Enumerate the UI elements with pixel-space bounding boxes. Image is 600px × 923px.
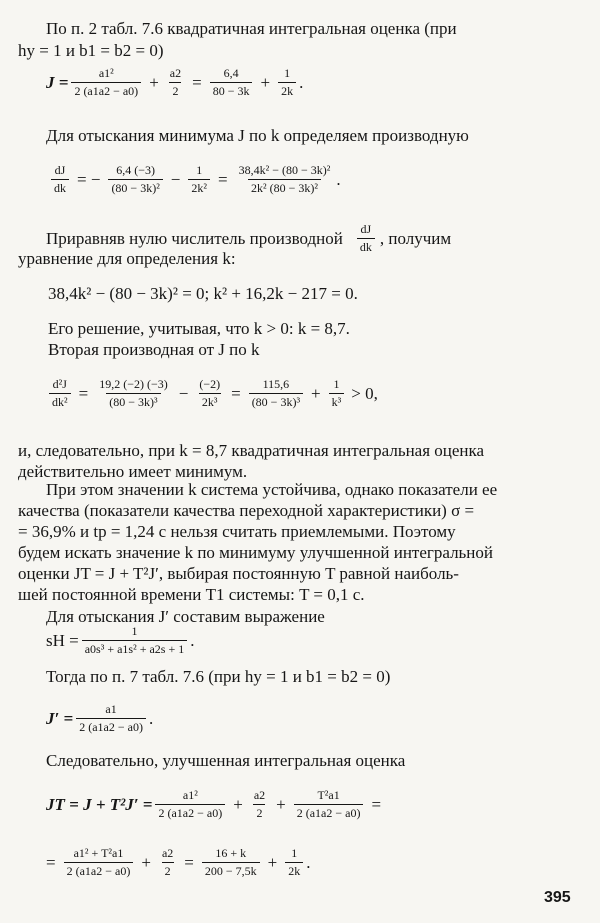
paragraph-expression: Для отыскания J′ составим выражение <box>46 607 325 626</box>
eq4-frac3: $\frac{(-2)}{\text{2k³}}$ <box>199 377 221 409</box>
paragraph-conclusion-line2: действительно имеет минимум. <box>18 462 248 481</box>
paragraph-solution: Его решение, учитывая, что k > 0: k = 8,7. <box>48 319 350 338</box>
paragraph-quality-line4: будем искать значение k по минимуму улучшенной интегральной <box>18 543 494 562</box>
eq4-frac5: $\frac{1}{\text{k³}}$ <box>329 377 345 410</box>
paragraph-quality-line2: качества (показатели качества переходной характеристики) σ = <box>18 501 475 520</box>
paragraph-quality-line1: При этом значении k система устойчива, однако показатели ее <box>46 480 498 499</box>
eq2-frac4: $\frac{\text{38,4k² − (80 − 3k)²}}{\text{2k² (80 − 3k)²}}$ <box>238 163 331 195</box>
p3-frac: $\frac{dJ}{dk}$ <box>357 222 375 255</box>
eq7-frac2: $\frac{a2}{2}$ <box>253 788 266 820</box>
paragraph-conclusion-line1: и, следовательно, при k = 8,7 квадратичная интегральная оценка <box>18 441 485 460</box>
paragraph-quality-line3: = 36,9% и tр = 1,24 с нельзя считать приемлемыми. Поэтому <box>18 522 456 541</box>
eq2-frac3: $\frac{1}{\text{2k²}}$ <box>188 163 210 196</box>
eq4-frac1: $\frac{\text{d²J}}{\text{dk²}}$ <box>49 377 71 410</box>
eq1-frac2: $\frac{a2}{2}$ <box>169 66 182 98</box>
eq2-frac1: $\frac{dJ}{dk}$ <box>51 163 69 196</box>
equation-derivative: $\frac{dJ}{dk}$ = − $\frac{6,4 (-3)}{\text{(80 − 3k)²}}$ − $\frac{1}{\text{2k²}}$ = $\frac{\text{38,4k² − (80 − 3k)²}}{\text{2k² (80 − 3k)²}}$ . <box>48 163 341 196</box>
equation-sH: sH = $\frac{1}{\text{a0s³ + a1s² + a2s + 1}}$ . <box>46 624 195 656</box>
paragraph-quality-line5: оценки JT = J + T²J′, выбирая постоянную T равной наиболь- <box>18 564 459 583</box>
eq8-frac3: $\frac{16 + k}{200 - 7,5k}$ <box>202 846 260 879</box>
paragraph-intro-line1: По п. 2 табл. 7.6 квадратичная интегральная оценка (при <box>46 19 457 38</box>
eq2-frac2: $\frac{6,4 (-3)}{\text{(80 − 3k)²}}$ <box>108 163 162 196</box>
paragraph-numerator-line2: уравнение для определения k: <box>18 249 236 268</box>
eq7-frac1: $\frac{\text{a1²}}{2 (a1a2 - a0)}$ <box>155 788 225 821</box>
paragraph-table-ref: Тогда по п. 7 табл. 7.6 (при hу = 1 и b1 = b2 = 0) <box>46 667 391 686</box>
equation-Jprime: J′ = $\frac{a1}{2 (a1a2 - a0)}$ . <box>46 702 154 734</box>
eq6-frac: $\frac{a1}{2 (a1a2 - a0)}$ <box>76 702 146 735</box>
eq8-frac2: $\frac{a2}{2}$ <box>161 846 174 878</box>
equation-JT: JT = J + T²J′ = $\frac{\text{a1²}}{2 (a1a2 - a0)}$ + $\frac{a2}{2}$ + $\frac{\text{T²a1}}{2 (a1a2 - a0)}$ = <box>46 788 382 820</box>
paragraph-intro-line2: hу = 1 и b1 = b2 = 0) <box>18 41 164 60</box>
equation-quadratic: 38,4k² − (80 − 3k)² = 0; k² + 16,2k − 217 = 0. <box>48 284 358 303</box>
eq7-frac3: $\frac{\text{T²a1}}{2 (a1a2 - a0)}$ <box>294 788 364 821</box>
eq1-frac1: $\frac{\text{a1²}}{2 (a1a2 - a0)}$ <box>71 66 141 99</box>
page-number: 395 <box>544 889 571 906</box>
equation-second-derivative: $\frac{\text{d²J}}{\text{dk²}}$ = $\frac{19,2 (-2) (-3)}{\text{(80 − 3k)³}}$ − $\frac{(-2)}{\text{2k³}}$ = $\frac{115,6}{\text{(80 − 3k)³}}$ + $\frac{1}{\text{k³}}$ > 0, <box>46 377 378 410</box>
paragraph-second-derivative: Вторая производная от J по k <box>48 340 260 359</box>
equation-JT-final: = $\frac{\text{a1² + T²a1}}{2 (a1a2 - a0)}$ + $\frac{a2}{2}$ = $\frac{16 + k}{200 - 7,5k}$ + $\frac{1}{2k}$ . <box>46 846 311 878</box>
paragraph-improved: Следовательно, улучшенная интегральная оценка <box>46 751 406 770</box>
eq1-frac4: $\frac{1}{2k}$ <box>278 66 296 99</box>
eq4-frac2: $\frac{19,2 (-2) (-3)}{\text{(80 − 3k)³}}$ <box>99 377 168 409</box>
paragraph-minimum: Для отыскания минимума J по k определяем производную <box>46 126 469 145</box>
eq1-frac3: $\frac{6,4}{80 - 3k}$ <box>210 66 253 99</box>
eq4-frac4: $\frac{115,6}{\text{(80 − 3k)³}}$ <box>249 377 303 410</box>
eq8-frac4: $\frac{1}{2k}$ <box>285 846 303 879</box>
eq5-frac: $\frac{1}{\text{a0s³ + a1s² + a2s + 1}}$ <box>82 624 188 657</box>
equation-J: J = $\frac{\text{a1²}}{2 (a1a2 - a0)}$ + $\frac{a2}{2}$ = $\frac{6,4}{80 - 3k}$ + $\frac{1}{2k}$ . <box>46 66 304 98</box>
eq8-frac1: $\frac{\text{a1² + T²a1}}{2 (a1a2 - a0)}$ <box>64 846 134 879</box>
eq1-lhs: J = <box>46 72 69 92</box>
paragraph-numerator: Приравняв нулю числитель производной $\frac{dJ}{dk}$ , получим <box>46 222 452 254</box>
paragraph-quality-line6: шей постоянной времени T1 системы: T = 0,1 с. <box>18 585 365 604</box>
